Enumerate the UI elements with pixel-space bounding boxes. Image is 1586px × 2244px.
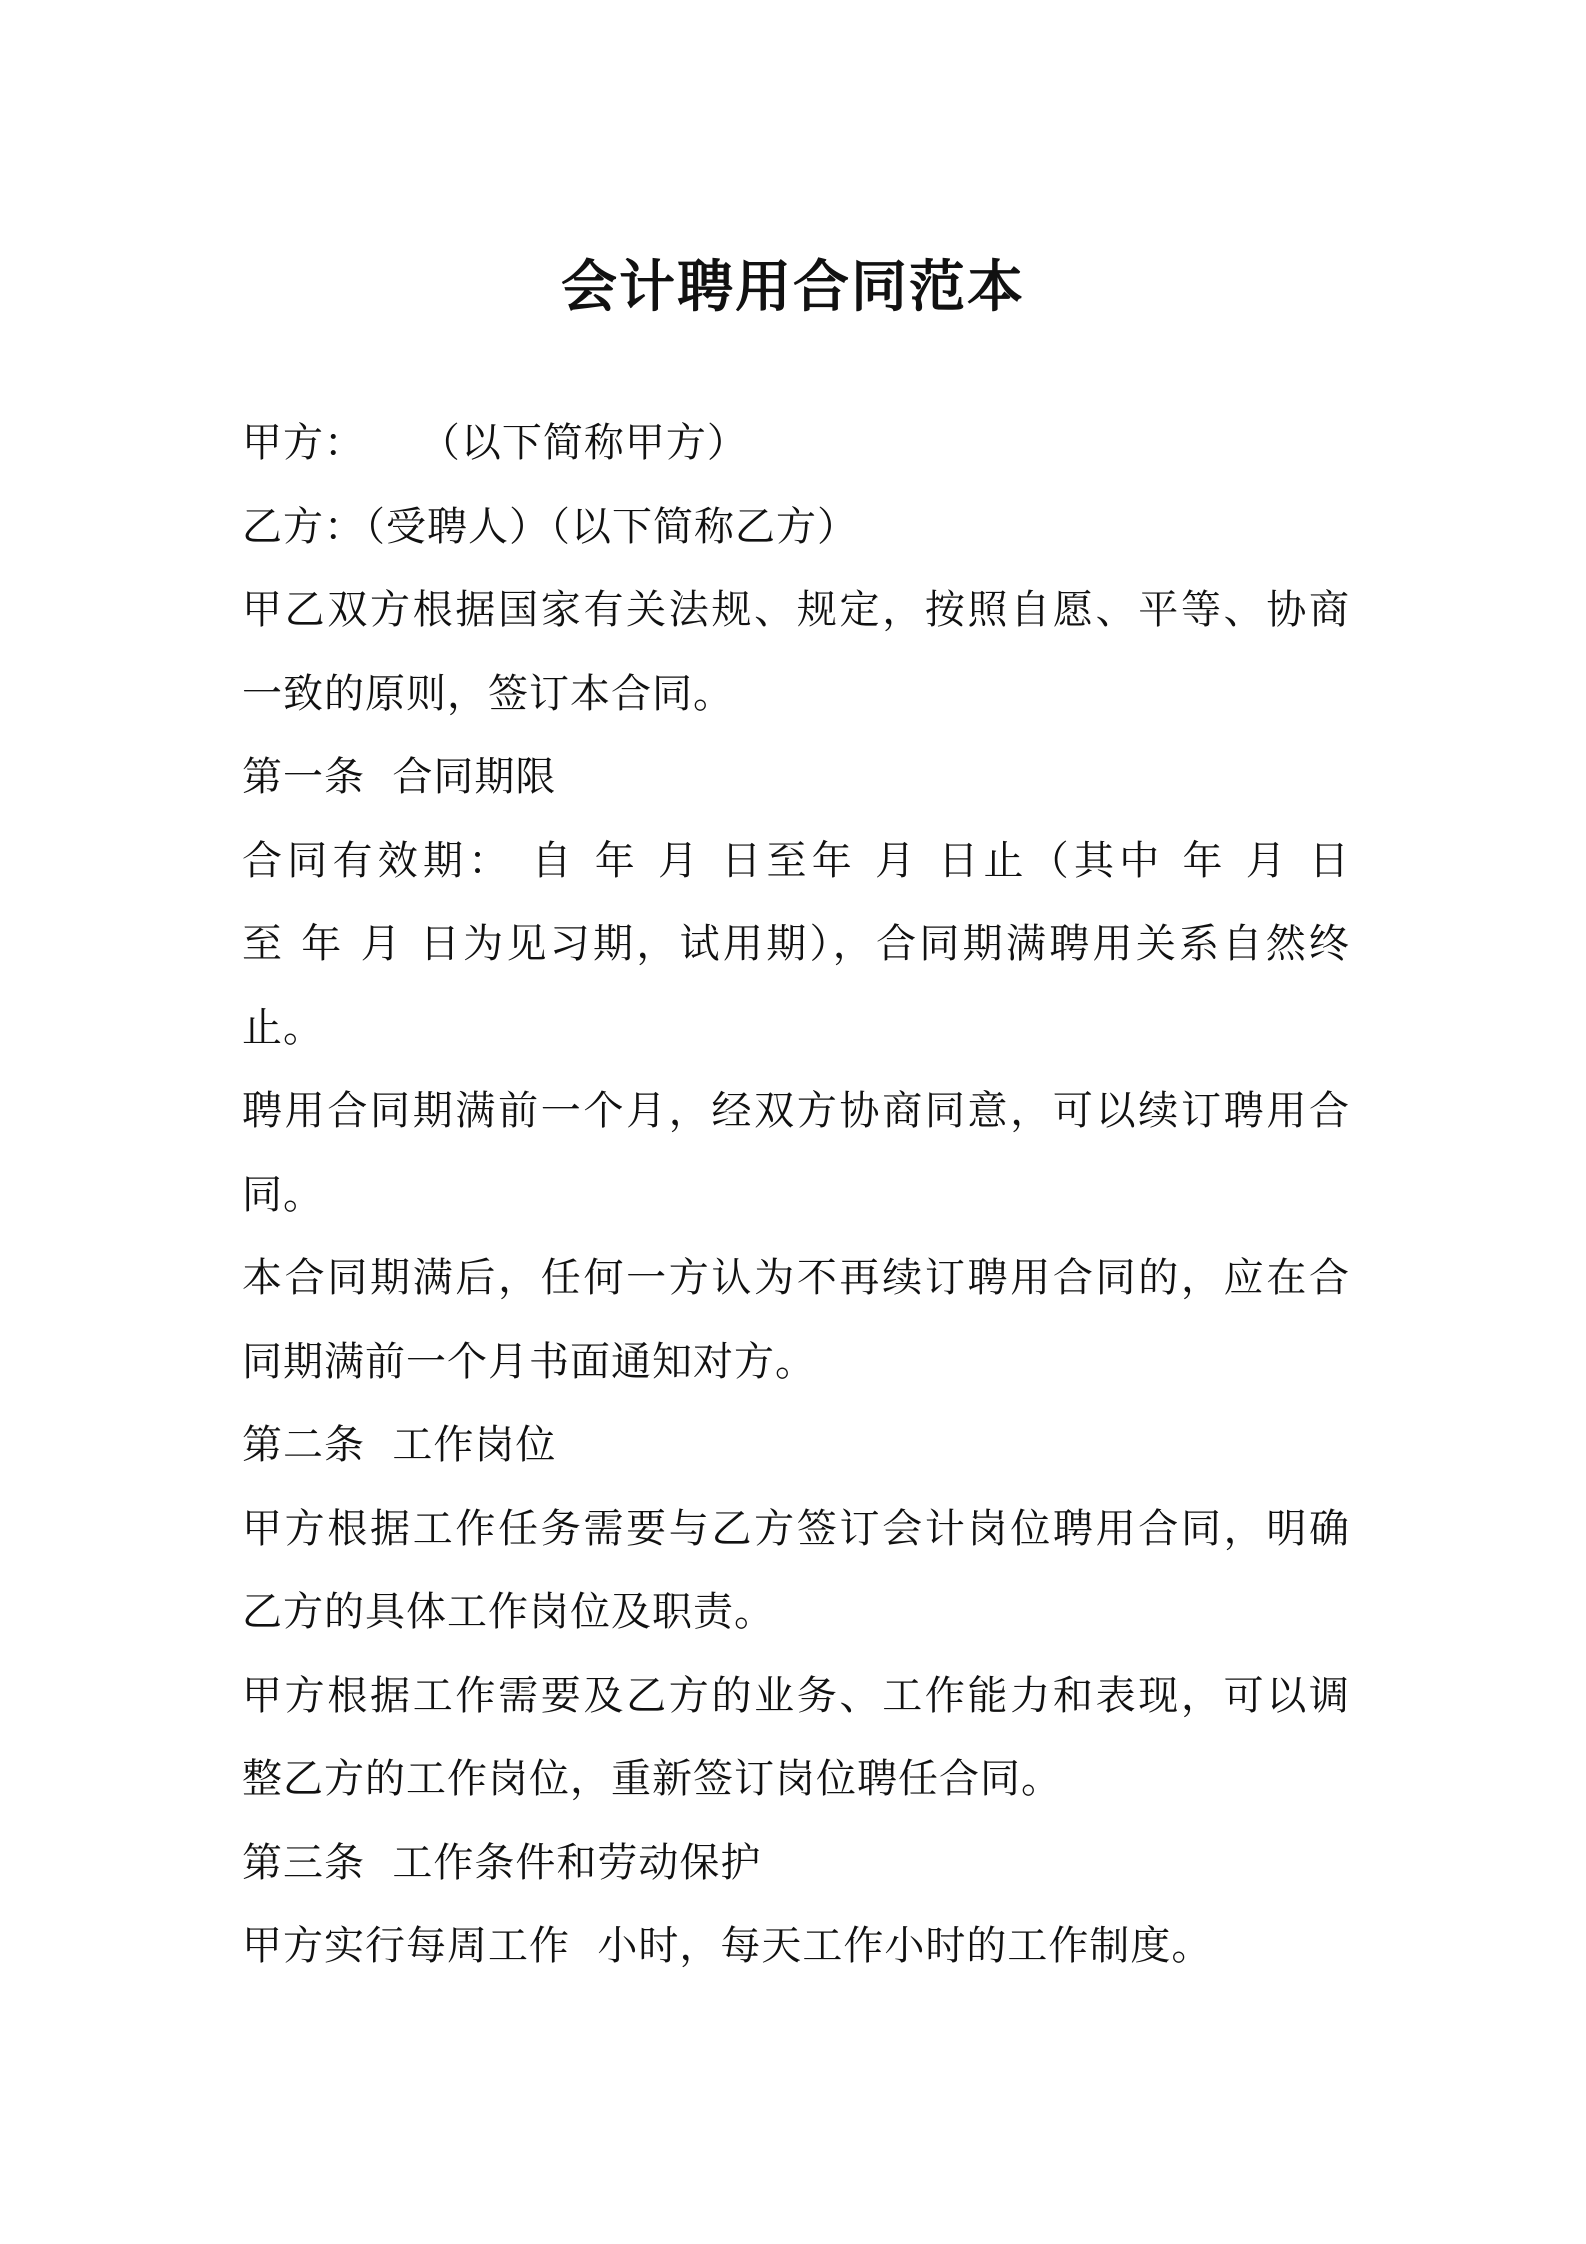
paragraph-line: 一致的原则，签订本合同。 xyxy=(242,670,734,717)
document-title: 会计聘用合同范本 xyxy=(561,255,1025,320)
paragraph-line: 同。 xyxy=(242,1171,324,1218)
paragraph-line: 甲方根据工作任务需要与乙方签订会计岗位聘用合同，明确 xyxy=(242,1505,1350,1552)
paragraph-line: 甲乙双方根据国家有关法规、规定，按照自愿、平等、协商 xyxy=(242,587,1350,633)
document-body xyxy=(242,402,1350,1989)
paragraph-line: 整乙方的工作岗位，重新签订岗位聘任合同。 xyxy=(242,1756,1062,1802)
paragraph-line: 止。 xyxy=(242,1004,324,1051)
paragraph-line: 合同有效期： 自 年 月 日至年 月 日止（其中 年 月 日 xyxy=(242,837,1350,884)
paragraph-line: 至 年 月 日为见习期，试用期），合同期满聘用关系自然终 xyxy=(242,921,1350,967)
party-a-line: 甲方： （以下简称甲方） xyxy=(242,420,748,466)
paragraph-line: 同期满前一个月书面通知对方。 xyxy=(242,1338,816,1385)
paragraph-line: 本合同期满后，任何一方认为不再续订聘用合同的，应在合 xyxy=(242,1255,1350,1301)
paragraph-line: 甲方实行每周工作 小时，每天工作小时的工作制度。 xyxy=(242,1923,1213,1969)
party-b-line: 乙方：（受聘人）（以下简称乙方） xyxy=(242,503,858,550)
article-heading: 第三条 工作条件和劳动保护 xyxy=(242,1839,762,1886)
paragraph-line: 甲方根据工作需要及乙方的业务、工作能力和表现，可以调 xyxy=(242,1672,1350,1719)
paragraph-line: 乙方的具体工作岗位及职责。 xyxy=(242,1589,775,1635)
paragraph-line: 聘用合同期满前一个月，经双方协商同意，可以续订聘用合 xyxy=(242,1088,1350,1134)
article-heading: 第二条 工作岗位 xyxy=(242,1422,557,1468)
article-heading: 第一条 合同期限 xyxy=(242,754,557,800)
